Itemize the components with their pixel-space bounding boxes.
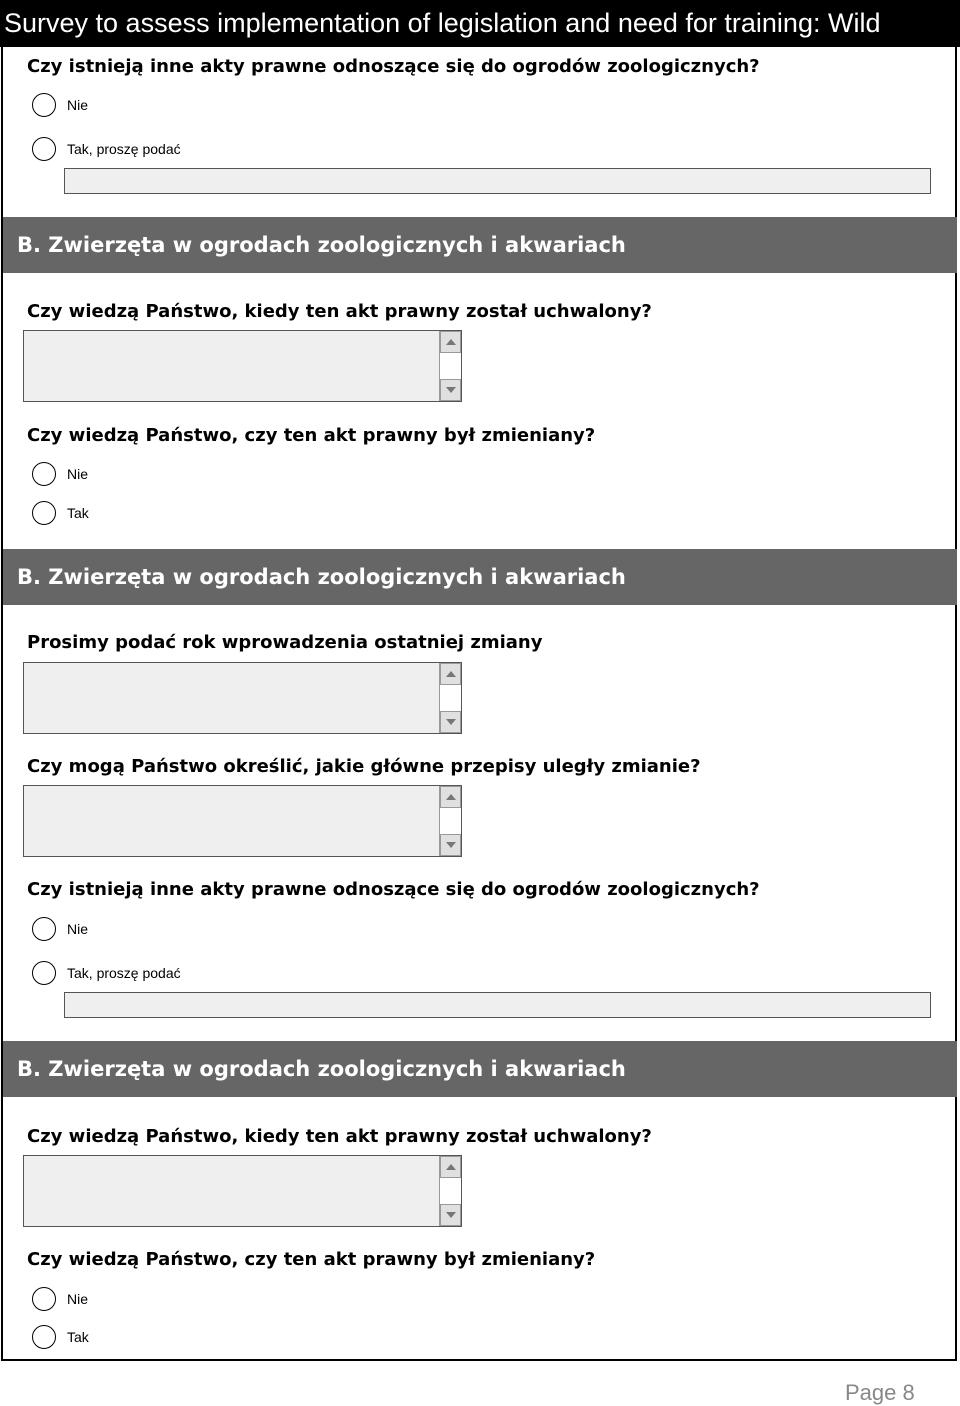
question-when-passed: Czy wiedzą Państwo, kiedy ten akt prawny został uchwalony? — [27, 1126, 652, 1147]
radio-option-no[interactable] — [32, 460, 88, 488]
page-number: Page 8 — [845, 1380, 915, 1405]
scroll-down-button[interactable] — [440, 711, 461, 733]
radio-button[interactable] — [32, 462, 56, 486]
arrow-down-icon — [446, 387, 456, 393]
radio-button[interactable] — [32, 1287, 56, 1311]
scroll-up-button[interactable] — [440, 331, 461, 353]
radio-button[interactable] — [32, 137, 56, 161]
radio-button[interactable] — [32, 501, 56, 525]
scrollbar[interactable] — [439, 331, 461, 401]
scroll-up-button[interactable] — [440, 786, 461, 808]
survey-title: Survey to assess implementation of legislation and need for training: Wild — [0, 0, 960, 47]
main-changes-textarea[interactable] — [23, 785, 462, 857]
arrow-down-icon — [446, 719, 456, 725]
section-header: B. Zwierzęta w ogrodach zoologicznych i akwariach — [3, 549, 957, 605]
question-was-amended: Czy wiedzą Państwo, czy ten akt prawny był zmieniany? — [27, 425, 596, 446]
arrow-down-icon — [446, 842, 456, 848]
radio-option-no[interactable] — [32, 915, 88, 943]
radio-label: Nie — [67, 921, 89, 937]
arrow-up-icon — [446, 339, 456, 345]
radio-option-yes[interactable] — [32, 499, 89, 527]
radio-button[interactable] — [32, 917, 56, 941]
specify-text-field[interactable] — [64, 992, 931, 1018]
radio-option-yes-specify[interactable] — [32, 135, 181, 163]
arrow-up-icon — [446, 671, 456, 677]
radio-label: Tak, proszę podać — [67, 141, 181, 157]
when-passed-textarea[interactable] — [23, 1155, 462, 1227]
radio-label: Nie — [67, 1291, 89, 1307]
question-other-acts: Czy istnieją inne akty prawne odnoszące się do ogrodów zoologicznych? — [27, 56, 760, 77]
question-year-of-change: Prosimy podać rok wprowadzenia ostatniej zmiany — [27, 632, 543, 653]
radio-option-yes-specify[interactable] — [32, 959, 181, 987]
question-was-amended: Czy wiedzą Państwo, czy ten akt prawny był zmieniany? — [27, 1249, 596, 1270]
scroll-up-button[interactable] — [440, 1156, 461, 1178]
radio-label: Nie — [67, 97, 89, 113]
radio-option-yes[interactable] — [32, 1323, 89, 1351]
radio-label: Tak — [67, 505, 89, 521]
radio-label: Tak, proszę podać — [67, 965, 181, 981]
arrow-up-icon — [446, 794, 456, 800]
scrollbar[interactable] — [439, 786, 461, 856]
radio-button[interactable] — [32, 961, 56, 985]
arrow-up-icon — [446, 1164, 456, 1170]
question-main-changes: Czy mogą Państwo określić, jakie główne przepisy uległy zmianie? — [27, 756, 701, 777]
scroll-down-button[interactable] — [440, 834, 461, 856]
radio-button[interactable] — [32, 1325, 56, 1349]
specify-text-field[interactable] — [64, 168, 931, 194]
radio-option-no[interactable] — [32, 91, 88, 119]
year-of-change-textarea[interactable] — [23, 662, 462, 734]
scroll-down-button[interactable] — [440, 1204, 461, 1226]
scrollbar[interactable] — [439, 663, 461, 733]
radio-label: Tak — [67, 1329, 89, 1345]
section-header: B. Zwierzęta w ogrodach zoologicznych i akwariach — [3, 217, 957, 273]
radio-option-no[interactable] — [32, 1285, 88, 1313]
scroll-down-button[interactable] — [440, 379, 461, 401]
when-passed-textarea[interactable] — [23, 330, 462, 402]
scroll-up-button[interactable] — [440, 663, 461, 685]
arrow-down-icon — [446, 1212, 456, 1218]
section-header: B. Zwierzęta w ogrodach zoologicznych i akwariach — [3, 1041, 957, 1097]
question-when-passed: Czy wiedzą Państwo, kiedy ten akt prawny został uchwalony? — [27, 301, 652, 322]
radio-button[interactable] — [32, 93, 56, 117]
radio-label: Nie — [67, 466, 89, 482]
scrollbar[interactable] — [439, 1156, 461, 1226]
question-other-acts: Czy istnieją inne akty prawne odnoszące się do ogrodów zoologicznych? — [27, 879, 760, 900]
